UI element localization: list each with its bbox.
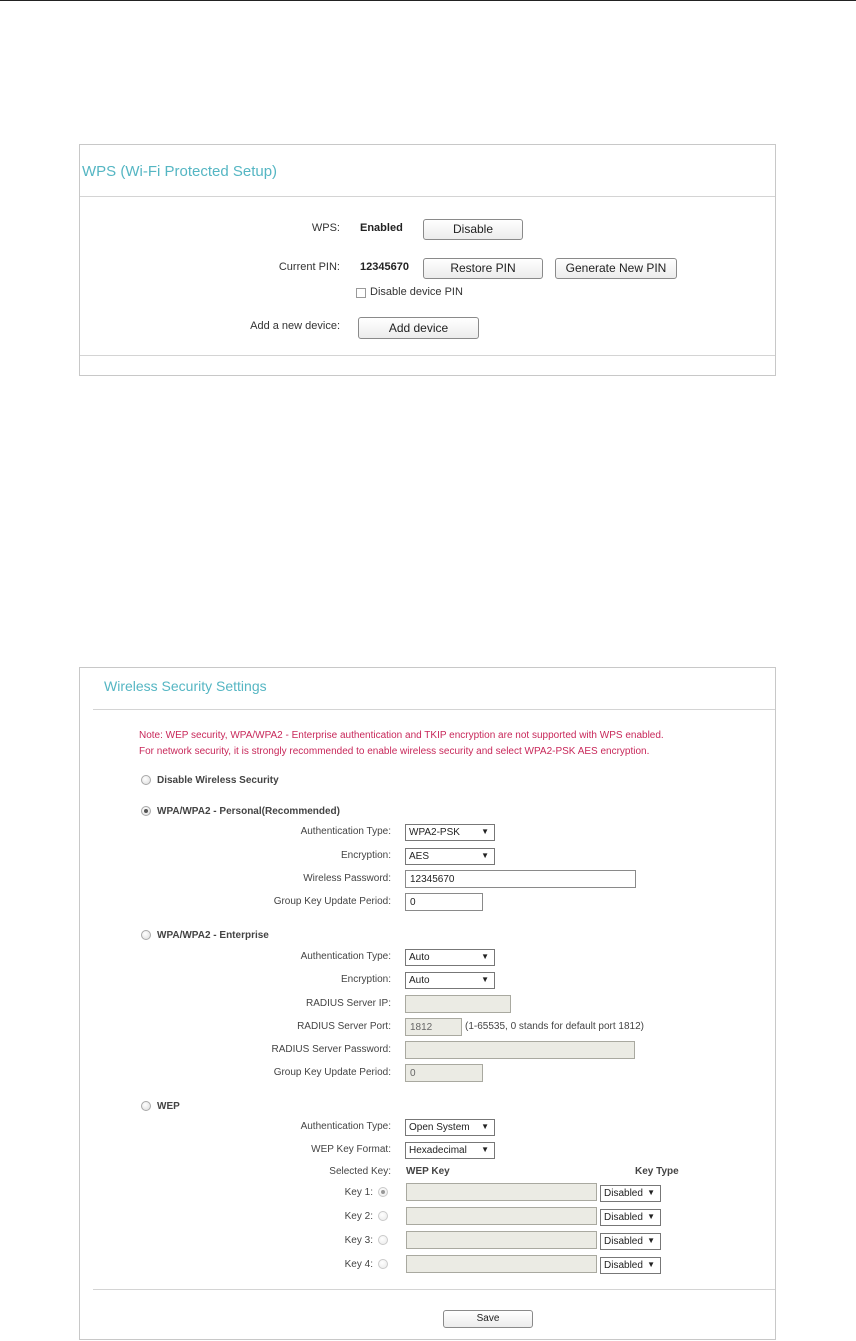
dropdown-arrow-icon: ▼: [481, 851, 489, 860]
personal-encryption-value: AES: [409, 851, 430, 862]
current-pin-value: 12345670: [360, 261, 409, 273]
key-4-radio[interactable]: [378, 1259, 388, 1269]
enterprise-group-key-input[interactable]: 0: [405, 1064, 483, 1082]
key-4-type-value: Disabled: [604, 1260, 643, 1271]
wireless-password-label: Wireless Password:: [303, 873, 391, 884]
disable-wps-button[interactable]: Disable: [423, 219, 523, 240]
key-type-column-header: Key Type: [635, 1166, 679, 1177]
wireless-password-input[interactable]: 12345670: [405, 870, 636, 888]
dropdown-arrow-icon: ▼: [481, 1122, 489, 1131]
wps-title-divider: [80, 196, 775, 197]
radius-server-password-label: RADIUS Server Password:: [271, 1044, 391, 1055]
radius-port-hint: (1-65535, 0 stands for default port 1812): [465, 1021, 645, 1032]
personal-group-key-input[interactable]: 0: [405, 893, 483, 911]
key-1-label: Key 1:: [344, 1187, 373, 1198]
dropdown-arrow-icon: ▼: [481, 952, 489, 961]
enterprise-encryption-value: Auto: [409, 975, 430, 986]
add-device-button[interactable]: Add device: [358, 317, 479, 339]
wps-bottom-divider: [80, 355, 775, 356]
wep-auth-type-value: Open System: [409, 1122, 470, 1133]
personal-group-key-label: Group Key Update Period:: [273, 896, 391, 907]
security-bottom-divider: [93, 1289, 775, 1290]
restore-pin-button[interactable]: Restore PIN: [423, 258, 543, 279]
key-1-type-value: Disabled: [604, 1188, 643, 1199]
wep-key-format-select[interactable]: [405, 1142, 495, 1159]
wep-radio[interactable]: [141, 1101, 151, 1111]
key-3-input[interactable]: [406, 1231, 597, 1249]
generate-new-pin-button[interactable]: Generate New PIN: [555, 258, 677, 279]
disable-device-pin-checkbox[interactable]: [356, 288, 366, 298]
wps-status: Enabled: [360, 222, 403, 234]
personal-encryption-select[interactable]: [405, 848, 495, 865]
dropdown-arrow-icon: ▼: [481, 975, 489, 984]
wpa-enterprise-option-label: WPA/WPA2 - Enterprise: [157, 930, 269, 941]
key-3-type-value: Disabled: [604, 1236, 643, 1247]
personal-auth-type-select[interactable]: [405, 824, 495, 841]
page-top-rule: [0, 0, 856, 1]
disable-security-option-label: Disable Wireless Security: [157, 775, 279, 786]
enterprise-encryption-select[interactable]: [405, 972, 495, 989]
add-new-device-label: Add a new device:: [250, 320, 340, 332]
wpa-personal-option-label: WPA/WPA2 - Personal(Recommended): [157, 806, 340, 817]
dropdown-arrow-icon: ▼: [647, 1260, 655, 1269]
key-1-type-select[interactable]: [600, 1185, 661, 1202]
personal-auth-type-value: WPA2-PSK: [409, 827, 460, 838]
enterprise-auth-type-select[interactable]: [405, 949, 495, 966]
dropdown-arrow-icon: ▼: [647, 1236, 655, 1245]
security-title-divider: [93, 709, 775, 710]
enterprise-encryption-label: Encryption:: [340, 974, 391, 985]
dropdown-arrow-icon: ▼: [647, 1188, 655, 1197]
key-1-radio[interactable]: [378, 1187, 388, 1197]
key-4-label: Key 4:: [344, 1259, 373, 1270]
wpa-personal-radio[interactable]: [141, 806, 151, 816]
dropdown-arrow-icon: ▼: [481, 827, 489, 836]
save-button[interactable]: Save: [443, 1310, 533, 1328]
key-2-input[interactable]: [406, 1207, 597, 1225]
wps-note-line2: For network security, it is strongly recommended to enable wireless security and select WPA2-PSK AES encryption.: [139, 746, 650, 757]
radius-server-ip-input[interactable]: [405, 995, 511, 1013]
personal-auth-type-label: Authentication Type:: [300, 826, 391, 837]
wpa-enterprise-radio[interactable]: [141, 930, 151, 940]
key-2-radio[interactable]: [378, 1211, 388, 1221]
dropdown-arrow-icon: ▼: [481, 1145, 489, 1154]
enterprise-group-key-label: Group Key Update Period:: [273, 1067, 391, 1078]
key-3-radio[interactable]: [378, 1235, 388, 1245]
personal-encryption-label: Encryption:: [340, 850, 391, 861]
key-2-type-value: Disabled: [604, 1212, 643, 1223]
key-2-type-select[interactable]: [600, 1209, 661, 1226]
wep-key-format-label: WEP Key Format:: [311, 1144, 391, 1155]
wps-note-line1: Note: WEP security, WPA/WPA2 - Enterprise authentication and TKIP encryption are not supported with WPS enabled.: [139, 730, 664, 741]
wireless-security-panel: [79, 667, 776, 1340]
wps-title: WPS (Wi-Fi Protected Setup): [82, 163, 278, 180]
radius-server-port-label: RADIUS Server Port:: [297, 1021, 391, 1032]
wireless-security-title: Wireless Security Settings: [104, 678, 267, 694]
key-3-type-select[interactable]: [600, 1233, 661, 1250]
key-1-input[interactable]: [406, 1183, 597, 1201]
wep-option-label: WEP: [157, 1101, 180, 1112]
wep-auth-type-label: Authentication Type:: [300, 1121, 391, 1132]
radius-server-port-input[interactable]: 1812: [405, 1018, 462, 1036]
key-3-label: Key 3:: [344, 1235, 373, 1246]
wps-label: WPS:: [311, 222, 340, 234]
wep-auth-type-select[interactable]: [405, 1119, 495, 1136]
radius-server-password-input[interactable]: [405, 1041, 635, 1059]
dropdown-arrow-icon: ▼: [647, 1212, 655, 1221]
current-pin-label: Current PIN:: [278, 261, 340, 273]
wep-key-format-value: Hexadecimal: [409, 1145, 467, 1156]
radius-server-ip-label: RADIUS Server IP:: [305, 998, 391, 1009]
wep-key-column-header: WEP Key: [406, 1166, 450, 1177]
key-4-type-select[interactable]: [600, 1257, 661, 1274]
disable-security-radio[interactable]: [141, 775, 151, 785]
disable-device-pin-label: Disable device PIN: [370, 286, 463, 298]
key-4-input[interactable]: [406, 1255, 597, 1273]
enterprise-auth-type-label: Authentication Type:: [300, 951, 391, 962]
selected-key-label: Selected Key:: [329, 1166, 391, 1177]
wps-panel: [79, 144, 776, 376]
enterprise-auth-type-value: Auto: [409, 952, 430, 963]
key-2-label: Key 2:: [344, 1211, 373, 1222]
